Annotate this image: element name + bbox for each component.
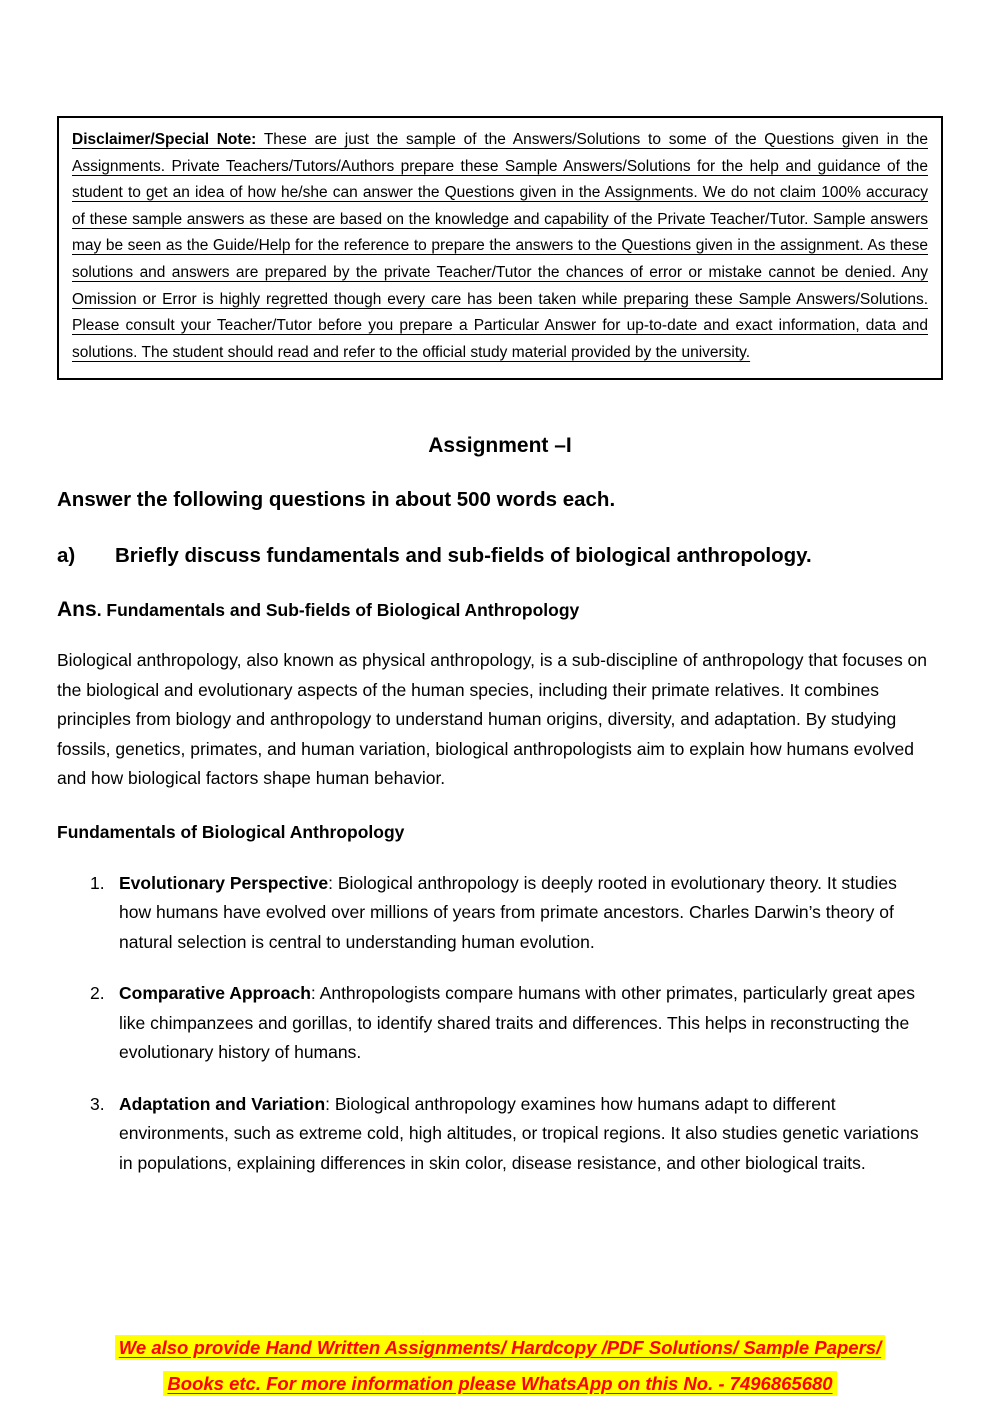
instruction-line: Answer the following questions in about 500 words each.	[57, 488, 616, 512]
list-item-body	[119, 979, 929, 1068]
list-item-term: Comparative Approach	[119, 983, 311, 1004]
answer-list	[57, 869, 943, 1179]
section-heading: Fundamentals of Biological Anthropology	[57, 821, 405, 842]
list-item-text: : Biological anthropology is deeply rooted in evolutionary theory. It studies how humans have evolved over millions of years from primate ancestors. Charles Darwin’s theory of natural selection is central to understanding human evolution.	[119, 872, 897, 952]
list-item-text: : Biological anthropology examines how humans adapt to different environments, such as extreme cold, high altitudes, or tropical regions. It also studies genetic variations in populations, explaining differences in skin color, disease resistance, and other biological traits.	[119, 1093, 919, 1173]
question-letter: a)	[57, 544, 76, 568]
footer-promo-line2: Books etc. For more information please WhatsApp on this No. - 7496865680	[163, 1371, 836, 1396]
assignment-title: Assignment –I	[428, 434, 572, 458]
list-item	[57, 1090, 943, 1179]
footer-promo	[0, 1330, 1000, 1402]
list-item-term: Adaptation and Variation	[119, 1093, 326, 1114]
question-text: Briefly discuss fundamentals and sub-fields of biological anthropology.	[115, 544, 812, 568]
answer-heading	[57, 598, 943, 622]
list-item	[57, 979, 943, 1068]
answer-intro-paragraph: Biological anthropology, also known as physical anthropology, is a sub-discipline of anthropology that focuses on the biological and evolutionary aspects of the human species, including their primate relatives. It combines principles from biology and anthropology to understand human origins, diversity, and adaptation. By studying fossils, genetics, primates, and human variation, biological anthropologists aim to explain how humans evolved and how biological factors shape human behavior.	[57, 650, 928, 789]
list-item-number: 3.	[90, 1093, 105, 1114]
answer-label: Ans	[57, 598, 97, 622]
list-item-term: Evolutionary Perspective	[119, 872, 329, 893]
list-item-number: 2.	[90, 983, 105, 1004]
list-item-body	[119, 1090, 929, 1179]
list-item-text: : Anthropologists compare humans with other primates, particularly great apes like chimpanzees and gorillas, to identify shared traits and differences. This helps in reconstructing the evolutionary history of humans.	[119, 983, 915, 1063]
list-item-body	[119, 869, 929, 958]
footer-promo-line1: We also provide Hand Written Assignments/ Hardcopy /PDF Solutions/ Sample Papers/	[115, 1335, 885, 1360]
list-item-number: 1.	[90, 872, 105, 893]
answer-heading-text: . Fundamentals and Sub-fields of Biological Anthropology	[96, 600, 580, 621]
disclaimer-box	[57, 116, 943, 380]
disclaimer-label: Disclaimer/Special Note:	[72, 131, 257, 148]
question-line	[57, 544, 943, 568]
disclaimer-body: These are just the sample of the Answers/Solutions to some of the Questions given in the Assignments. Private Teachers/Tutors/Authors prepare these Sample Answers/Solutions for the help and guidance of the student to get an idea of how he/she can answer the Questions given in the Assignments. We do not claim 100% accuracy of these sample answers as these are based on the knowledge and capability of the Private Teacher/Tutor. Sample answers may be seen as the Guide/Help for the reference to prepare the answers to the Questions given in the assignment. As these solutions and answers are prepared by the private Teacher/Tutor the chances of error or mistake cannot be denied. Any Omission or Error is highly regretted though every care has been taken while preparing these Sample Answers/Solutions. Please consult your Teacher/Tutor before you prepare a Particular Answer for up-to-date and exact information, data and solutions. The student should read and refer to the official study material provided by the university.	[72, 131, 928, 361]
list-item	[57, 869, 943, 958]
disclaimer-text	[72, 127, 928, 366]
